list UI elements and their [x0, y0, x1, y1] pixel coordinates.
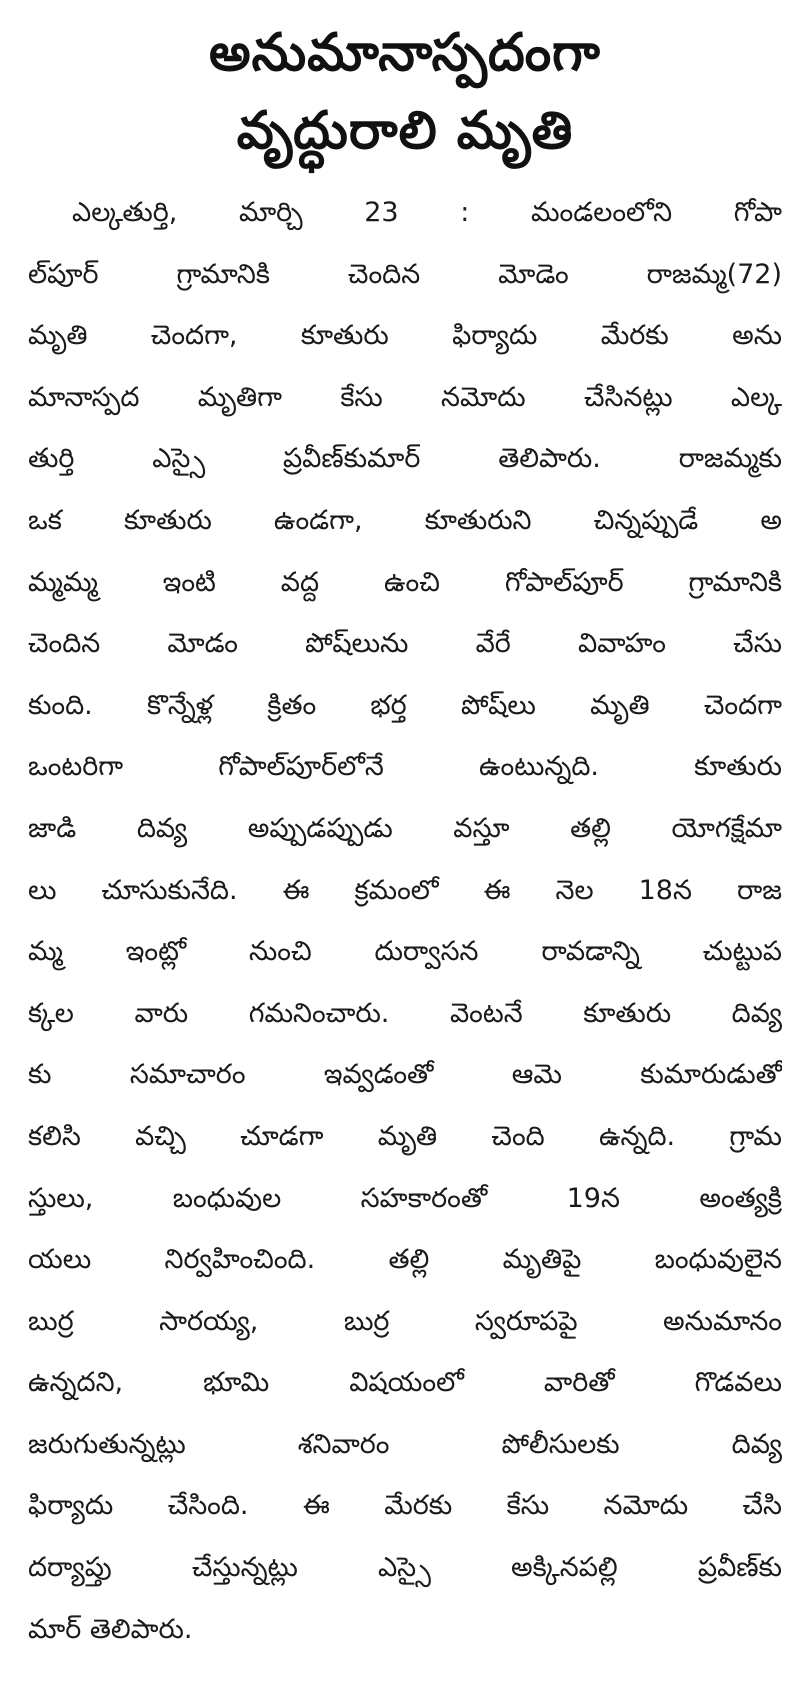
article-headline — [28, 14, 782, 170]
body-line: క్కల వారు గమనించారు. వెంటనే కూతురు దివ్య — [28, 997, 782, 1029]
body-line: మ్మమ్మ ఇంటి వద్ద ఉంచి గోపాల్‌పూర్‌ గ్రామానికి — [28, 566, 782, 598]
body-line: స్తులు, బంధువుల సహకారంతో 19న అంత్యక్రి — [28, 1182, 782, 1214]
headline-line-2: వృద్ధురాలి మృతి — [236, 101, 574, 161]
body-line: ఒక కూతురు ఉండగా, కూతురుని చిన్నప్పుడే అ — [28, 504, 782, 536]
body-line: జరుగుతున్నట్లు శనివారం పోలీసులకు దివ్య — [28, 1428, 782, 1460]
body-line: దర్యాప్తు చేస్తున్నట్లు ఎస్సై అక్కినపల్లి ప్రవీణ్‌కు — [28, 1552, 782, 1584]
body-line: యలు నిర్వహించింది. తల్లి మృతిపై బంధువులైన — [28, 1244, 782, 1276]
body-line: మానాస్పద మృతిగా కేసు నమోదు చేసినట్లు ఎల్క — [28, 381, 782, 413]
body-line: కు సమాచారం ఇవ్వడంతో ఆమె కుమారుడుతో — [28, 1059, 782, 1091]
headline-line-1: అనుమానాస్పదంగా — [209, 23, 601, 83]
body-line: ఉన్నదని, భూమి విషయంలో వారితో గొడవలు — [28, 1367, 782, 1399]
body-line: జాడి దివ్య అప్పుడప్పుడు వస్తూ తల్లి యోగక్షేమా — [28, 812, 782, 844]
body-line: కుంది. కొన్నేళ్ల క్రితం భర్త పోష్‌లు మృతి చెందగా — [28, 689, 782, 721]
body-line: చెందిన మోడం పోష్‌లును వేరే వివాహం చేసు — [28, 628, 782, 660]
body-line: ఎల్కతుర్తి, మార్చి 23 : మండలంలోని గోపా — [72, 197, 782, 228]
body-line: ఫిర్యాదు చేసింది. ఈ మేరకు కేసు నమోదు చేసి — [28, 1490, 782, 1522]
body-line: మార్‌ తెలిపారు. — [28, 1613, 193, 1645]
body-line: మృతి చెందగా, కూతురు ఫిర్యాదు మేరకు అను — [28, 320, 782, 352]
body-line: బుర్ర సారయ్య, బుర్ర స్వరూపపై అనుమానం — [28, 1305, 782, 1337]
body-line: తుర్తి ఎస్సై ప్రవీణ్‌కుమార్‌ తెలిపారు. రాజమ్మకు — [28, 443, 782, 475]
body-line: ఒంటరిగా గోపాల్‌పూర్‌లోనే ఉంటున్నది. కూతురు — [28, 751, 782, 783]
body-line: ల్‌పూర్‌ గ్రామానికి చెందిన మోడెం రాజమ్మ(72) — [28, 258, 782, 290]
body-line: కలిసి వచ్చి చూడగా మృతి చెంది ఉన్నది. గ్రామ — [28, 1120, 782, 1152]
body-line: మ్మ ఇంట్లో నుంచి దుర్వాసన రావడాన్ని చుట్టుప — [28, 936, 782, 968]
article-body — [28, 182, 782, 1660]
body-line: లు చూసుకునేది. ఈ క్రమంలో ఈ నెల 18న రాజ — [28, 874, 782, 906]
